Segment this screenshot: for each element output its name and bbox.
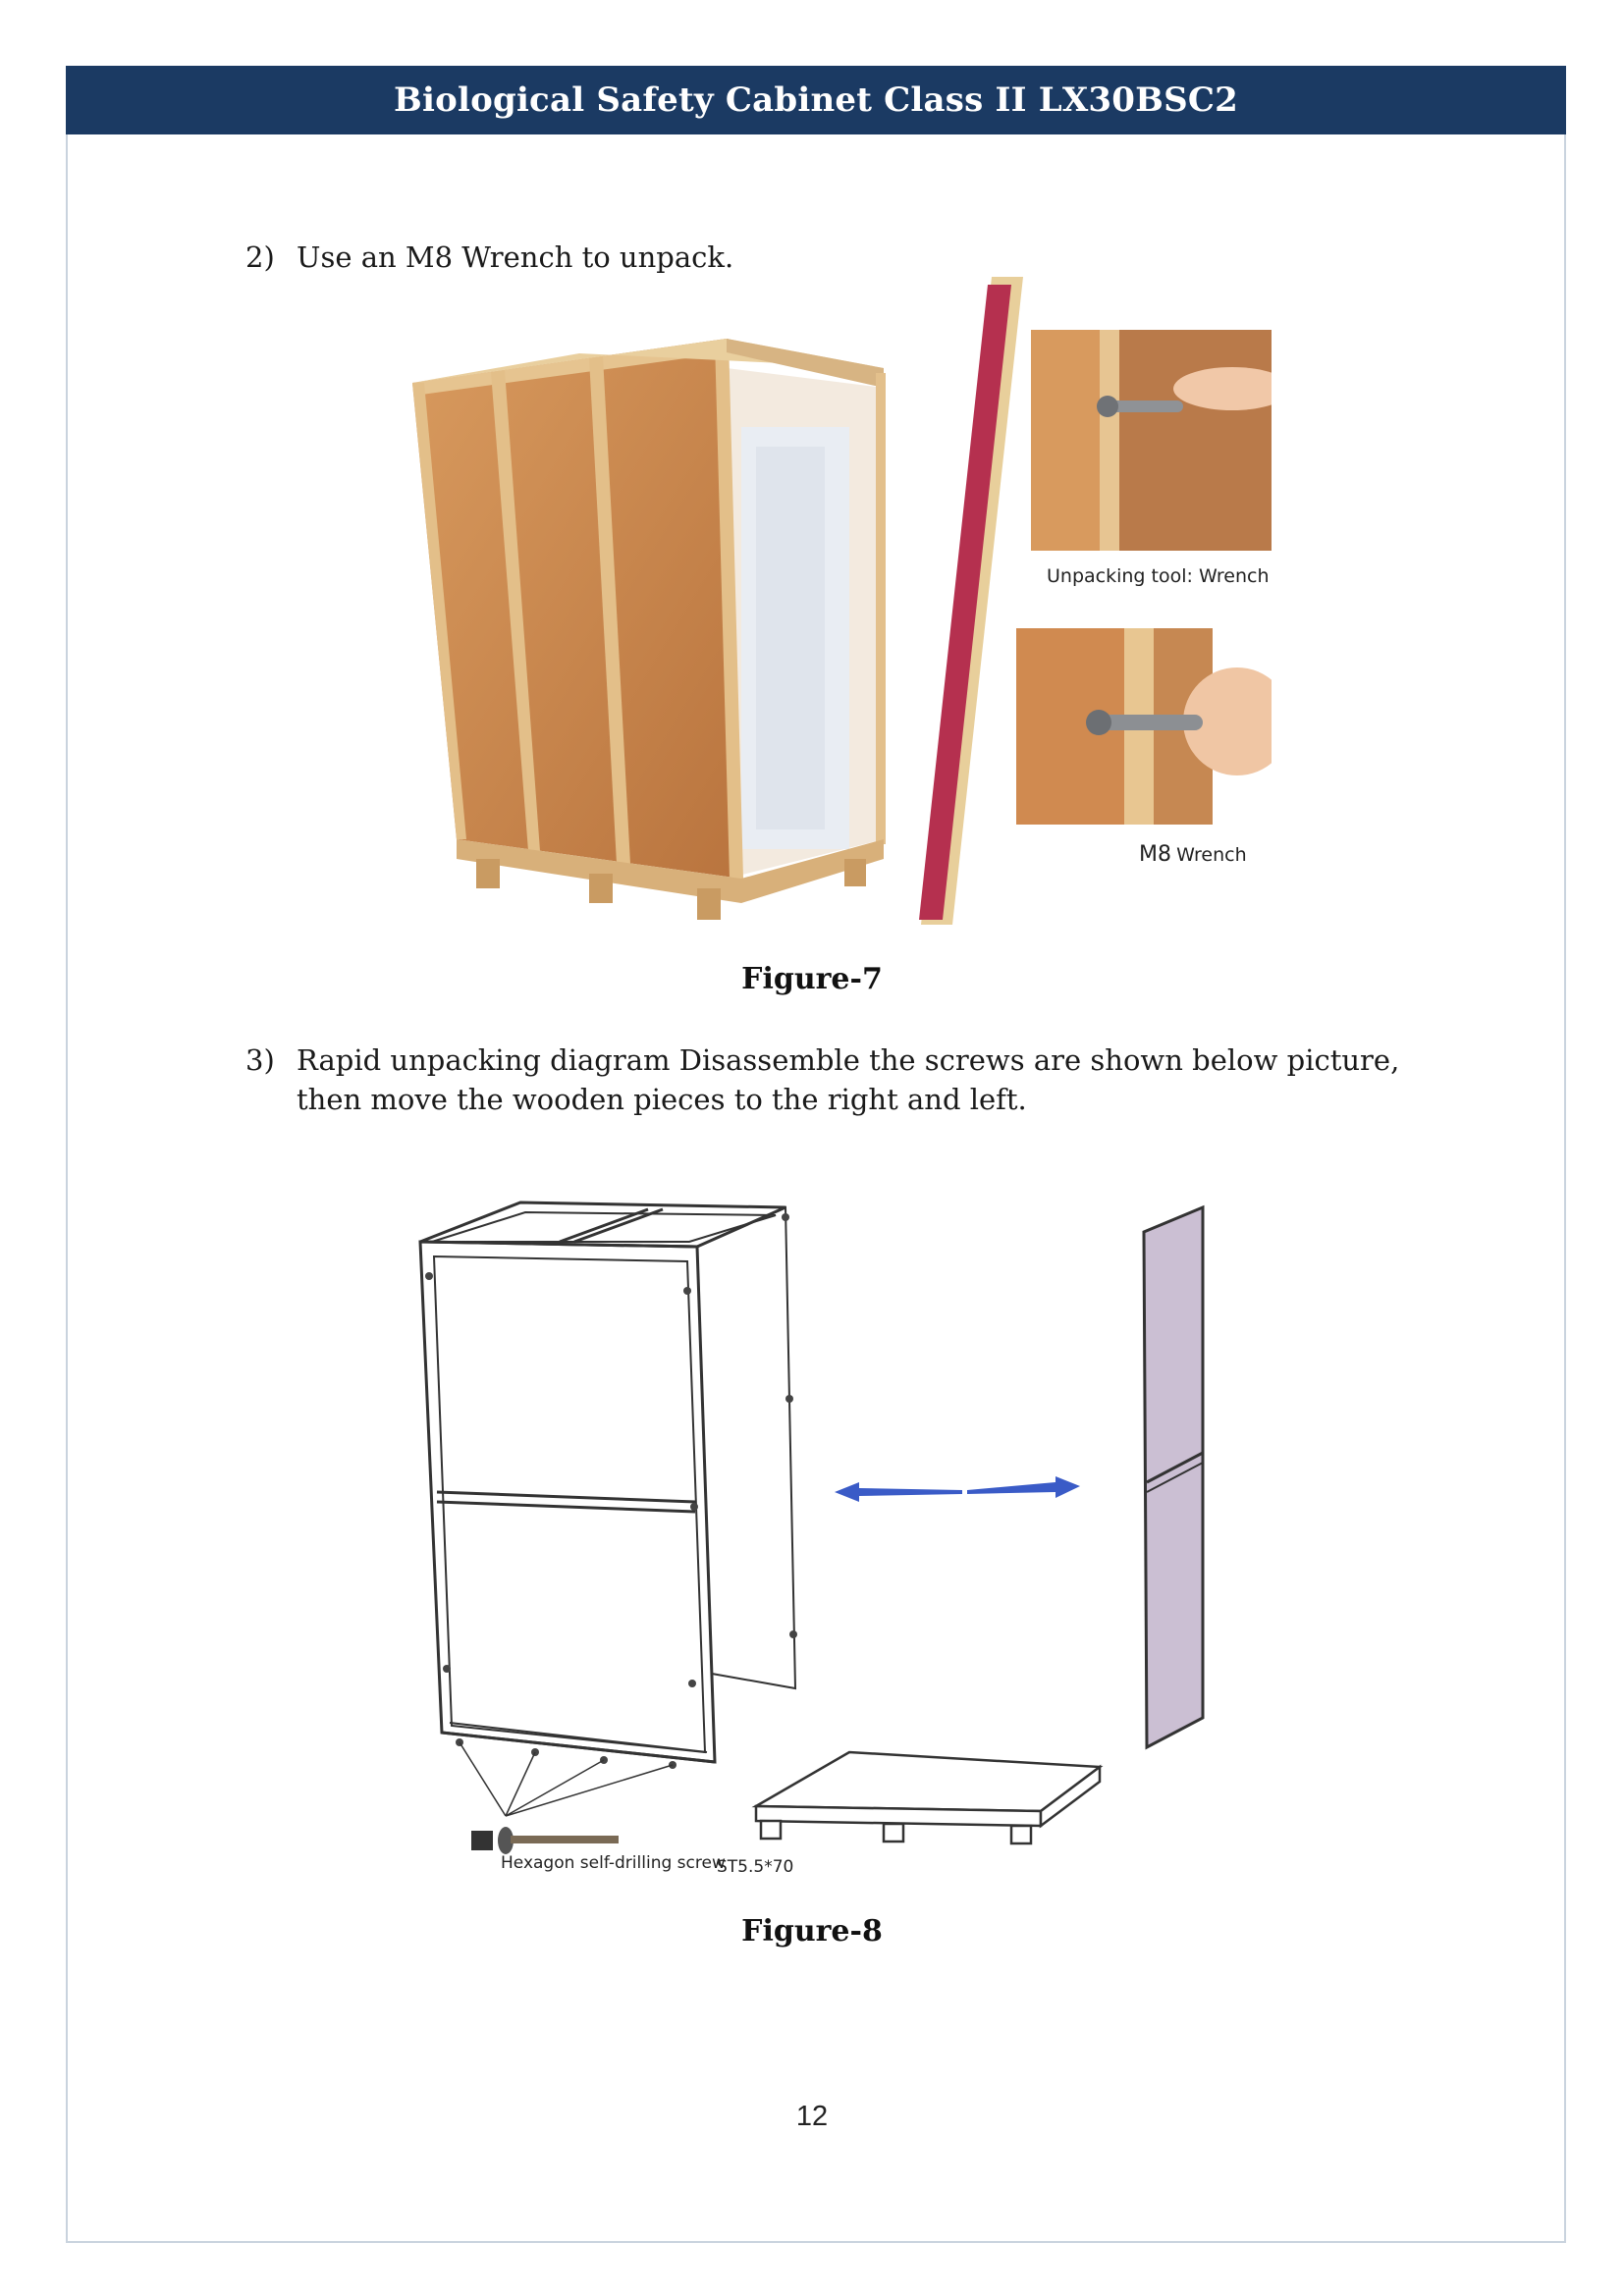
wrench-word: Wrench	[1176, 844, 1247, 866]
unpacking-tool-label: Unpacking tool: Wrench	[1047, 565, 1270, 587]
screw-points	[425, 1213, 797, 1769]
crate-frame	[420, 1202, 795, 1762]
wrench-size: M8	[1139, 842, 1171, 867]
figure-7-caption: Figure-7	[741, 962, 883, 996]
screw-label: Hexagon self-drilling screw	[501, 1853, 726, 1873]
move-arrows-icon	[835, 1476, 1080, 1502]
screw-spec-label: ST5.5*70	[717, 1857, 794, 1877]
pallet	[756, 1752, 1100, 1843]
step-number: 2)	[245, 240, 275, 274]
wrench-closeup-top	[1031, 330, 1272, 551]
m8-wrench-label	[1139, 842, 1247, 867]
side-panel	[1144, 1207, 1203, 1747]
figure-8-caption: Figure-8	[741, 1914, 883, 1949]
crate-photo	[403, 329, 893, 933]
hexagon-screw-icon	[471, 1827, 619, 1854]
removed-panel-photo	[913, 277, 1026, 925]
document-title: Biological Safety Cabinet Class II LX30BSC2	[394, 80, 1238, 120]
unpacking-diagram	[412, 1188, 1218, 1895]
step-number: 3)	[245, 1043, 275, 1077]
wrench-closeup-bottom	[1016, 628, 1272, 825]
step-text: Rapid unpacking diagram Disassemble the screws are shown below picture, then move the wooden pieces to the right and left.	[297, 1043, 1400, 1116]
page-number: 12	[795, 2101, 829, 2132]
step-text: Use an M8 Wrench to unpack.	[297, 240, 734, 274]
document-header	[66, 66, 1566, 134]
